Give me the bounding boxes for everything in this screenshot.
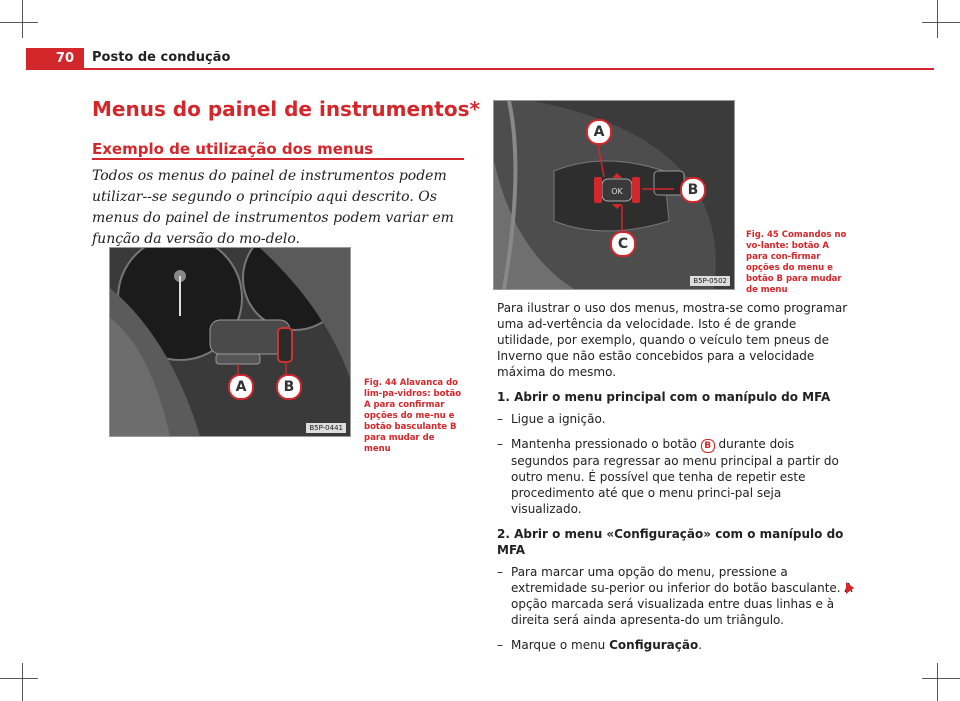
figure-44-illustration	[110, 248, 350, 436]
step-1-heading: 1. Abrir o menu principal com o manípulo do MFA	[497, 390, 831, 404]
list-dash: –	[497, 412, 503, 426]
intro-paragraph: Todos os menus do painel de instrumentos podem utilizar--se segundo o princípio aqui descrito. Os menus do painel de instrumentos podem variar em função da versão do mo-delo.	[92, 168, 454, 247]
list-item-text: Ligue a ignição.	[511, 412, 606, 426]
figure-44-callout-b: B	[276, 374, 302, 400]
header-divider	[84, 68, 934, 70]
continue-arrow-icon	[846, 582, 854, 594]
figure-45	[493, 100, 735, 290]
list-item-text: .	[698, 638, 703, 652]
list-item-text: Marque o menu	[511, 638, 606, 652]
body-paragraph: Para ilustrar o uso dos menus, mostra-se como programar uma ad-vertência da velocidade. Isto é de grande utilidade, por exemplo, quando o veículo tem pneus de Inverno que não estão concebidos para a velocidade máxima do mesmo.	[497, 301, 848, 379]
section-subtitle: Exemplo de utilização dos menus	[92, 140, 374, 158]
figure-44-code: B5P-0441	[306, 423, 346, 433]
crop-mark	[922, 678, 960, 679]
page-number: 70	[26, 48, 84, 70]
figure-44	[109, 247, 351, 437]
list-item	[497, 637, 853, 653]
crop-mark	[22, 0, 23, 38]
figure-45-callout-b: B	[680, 177, 706, 203]
crop-mark	[937, 0, 938, 38]
figure-45-callout-a: A	[586, 119, 612, 145]
figure-44-callout-a: A	[228, 374, 254, 400]
crop-mark	[0, 678, 38, 679]
figure-45-ok-label: OK	[611, 187, 623, 196]
figure-45-callout-c: C	[610, 231, 636, 257]
list-item	[497, 564, 853, 628]
list-dash: –	[497, 565, 503, 579]
page-header-title: Posto de condução	[92, 50, 231, 65]
figure-44-caption: Fig. 44 Alavanca do lim-pa-vidros: botão A para confirmar opções do me-nu e botão basculante B para mudar de menu	[364, 378, 462, 454]
crop-mark	[22, 663, 23, 701]
list-item-text: Mantenha pressionado o botão	[511, 437, 697, 451]
list-item	[497, 411, 853, 427]
crop-mark	[0, 22, 38, 23]
figure-45-caption: Fig. 45 Comandos no vo-lante: botão A para con-firmar opções do menu e botão B para mudar de menu	[746, 230, 847, 295]
crop-mark	[937, 663, 938, 701]
crop-mark	[922, 22, 960, 23]
step-2-heading: 2. Abrir o menu «Configuração» com o manípulo do MFA	[497, 527, 844, 557]
menu-name: Configuração	[609, 638, 699, 652]
subtitle-divider	[92, 158, 464, 160]
list-dash: –	[497, 437, 503, 451]
section-title: Menus do painel de instrumentos*	[92, 97, 480, 121]
list-item-text: Para marcar uma opção do menu, pressione a extremidade su-perior ou inferior do botão basculante. A opção marcada será visualizada entre duas linhas e à direita será ainda apresenta-do um triângulo.	[511, 565, 853, 627]
list-item	[497, 436, 853, 517]
body-column	[497, 300, 853, 662]
button-b-reference: B	[701, 439, 715, 453]
list-dash: –	[497, 638, 503, 652]
list-item-text: durante dois segundos para regressar ao menu principal a partir do outro menu. É possível que tenha de repetir este procedimento até que o menu princi-pal seja visualizado.	[511, 437, 839, 516]
figure-45-code: B5P-0502	[690, 276, 730, 286]
